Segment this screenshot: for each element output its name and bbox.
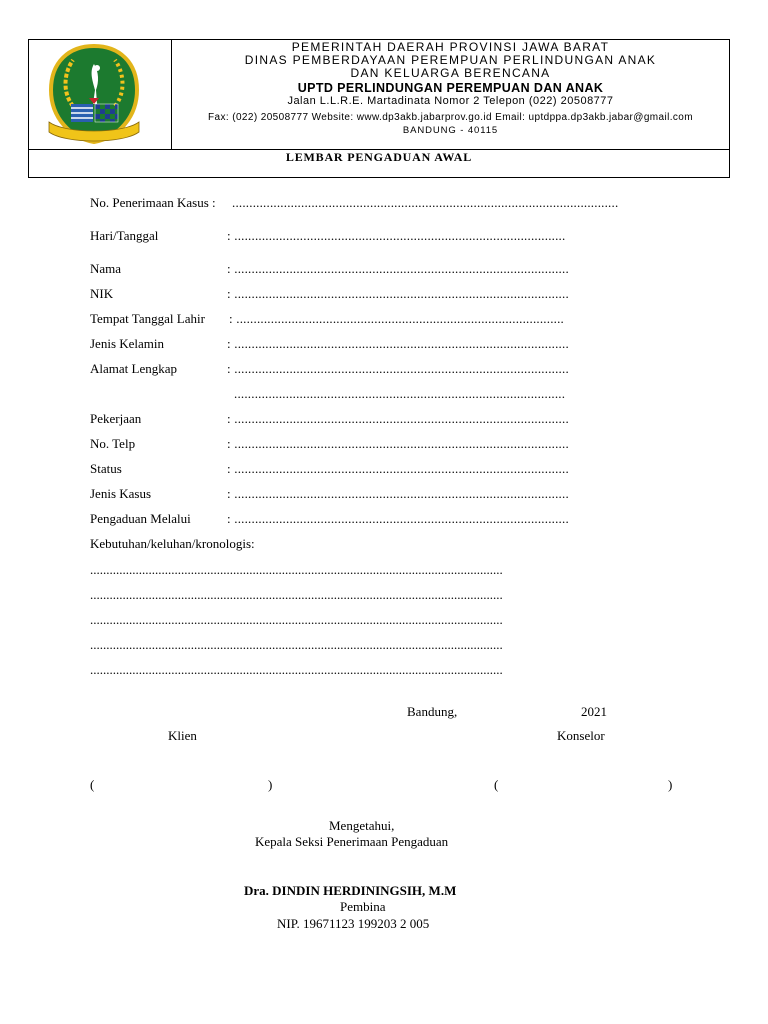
- field-dots: ................................................................................................................: [232, 195, 619, 210]
- chronology-line-3[interactable]: ...............................................................................................................................: [90, 612, 503, 627]
- chronology-line-1[interactable]: ...............................................................................................................................: [90, 562, 503, 577]
- approver-nip: NIP. 19671123 199203 2 005: [277, 916, 430, 931]
- chronology-line-5[interactable]: ...............................................................................................................................: [90, 662, 503, 677]
- field-dots: : .................................................................................................: [227, 261, 569, 276]
- field-label: No. Penerimaan Kasus :: [90, 195, 216, 210]
- field-label: Alamat Lengkap: [90, 361, 177, 376]
- field-dots: : .................................................................................................: [227, 361, 569, 376]
- chronology-line-4[interactable]: ...............................................................................................................................: [90, 637, 503, 652]
- field-label: NIK: [90, 286, 114, 301]
- address-line: Jalan L.L.R.E. Martadinata Nomor 2 Telepon (022) 20508777: [287, 95, 614, 107]
- field-dots: : .................................................................................................: [227, 461, 569, 476]
- field-dots: : ...............................................................................................: [229, 311, 565, 326]
- client-signature-close: ): [268, 777, 273, 792]
- client-label: Klien: [168, 728, 197, 743]
- signature-place: Bandung,: [407, 704, 458, 719]
- counselor-label: Konselor: [557, 728, 605, 743]
- field-label: Tempat Tanggal Lahir: [90, 311, 205, 326]
- field-dots: : .................................................................................................: [227, 286, 569, 301]
- counselor-signature-close: ): [668, 777, 673, 792]
- field-label: Jenis Kelamin: [90, 336, 165, 351]
- signature-year: 2021: [581, 704, 607, 719]
- acknowledge-label: Mengetahui,: [329, 818, 395, 833]
- agency-name-line2: DAN KELUARGA BERENCANA: [350, 66, 551, 80]
- field-label: Status: [90, 461, 122, 476]
- field-label: Jenis Kasus: [90, 486, 152, 501]
- chronology-line-2[interactable]: ...............................................................................................................................: [90, 587, 503, 602]
- client-signature-open: (: [90, 777, 95, 792]
- field-dots: : .................................................................................................: [227, 486, 569, 501]
- field-label: Kebutuhan/keluhan/kronologis:: [90, 536, 255, 551]
- field-label: Pengaduan Melalui: [90, 511, 191, 526]
- approver-rank: Pembina: [340, 899, 386, 914]
- field-label: Hari/Tanggal: [90, 228, 159, 243]
- field-dots: : ................................................................................................: [227, 228, 566, 243]
- field-dots: : .................................................................................................: [227, 411, 569, 426]
- unit-name: UPTD PERLINDUNGAN PEREMPUAN DAN ANAK: [297, 81, 604, 95]
- logo-cell: [29, 40, 172, 149]
- agency-name-line1: DINAS PEMBERDAYAAN PEREMPUAN PERLINDUNGAN ANAK: [244, 53, 657, 67]
- field-dots: : .................................................................................................: [227, 436, 569, 451]
- contact-line: Fax: (022) 20508777 Website: www.dp3akb.jabarprov.go.id Email: uptdppa.dp3akb.jabar@gmail.com: [207, 112, 693, 123]
- letterhead-text: [172, 40, 729, 149]
- letterhead: [28, 39, 730, 178]
- west-java-emblem-logo: [45, 42, 143, 146]
- government-name: PEMERINTAH DAERAH PROVINSI JAWA BARAT: [291, 40, 610, 54]
- counselor-signature-open: (: [494, 777, 499, 792]
- field-dots: ................................................................................................: [234, 386, 566, 401]
- field-label: Pekerjaan: [90, 411, 142, 426]
- form-title: LEMBAR PENGADUAN AWAL: [285, 150, 473, 164]
- approver-name: Dra. DINDIN HERDININGSIH, M.M: [244, 883, 457, 898]
- field-dots: : .................................................................................................: [227, 511, 569, 526]
- city-postcode: BANDUNG - 40115: [402, 125, 499, 136]
- field-label: Nama: [90, 261, 122, 276]
- field-dots: : .................................................................................................: [227, 336, 569, 351]
- field-label: No. Telp: [90, 436, 136, 451]
- approver-position: Kepala Seksi Penerimaan Pengaduan: [255, 834, 449, 849]
